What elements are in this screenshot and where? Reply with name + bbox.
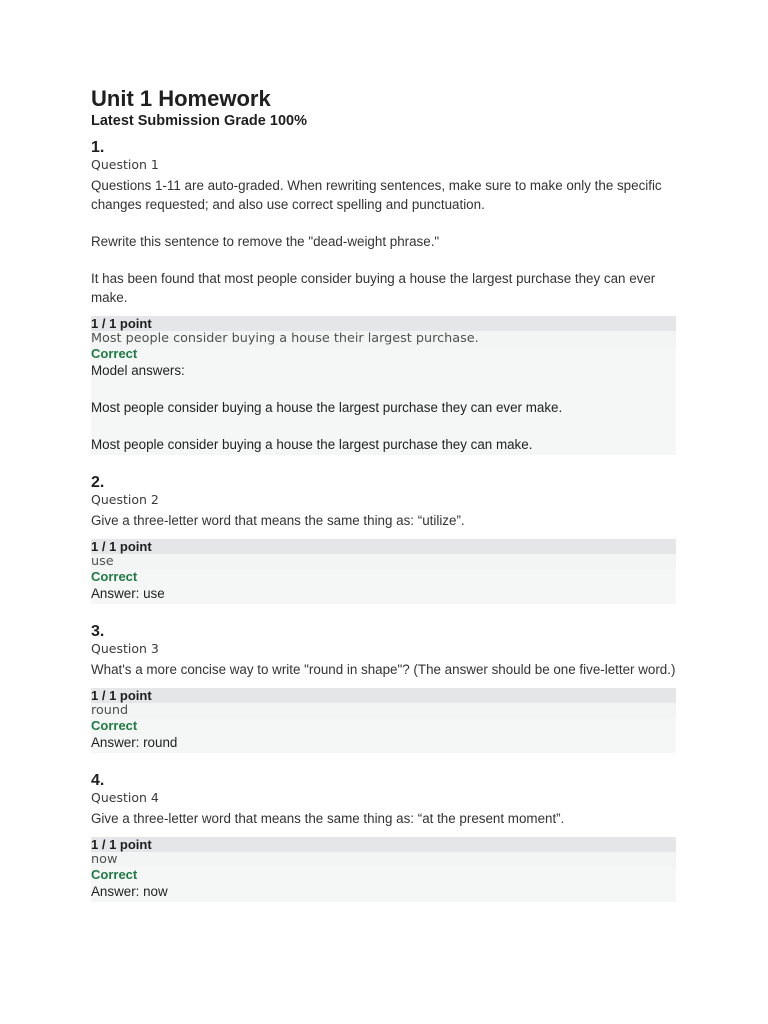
question-number: 3.	[91, 623, 105, 640]
points-score: 1 / 1 point	[91, 539, 676, 554]
answer-text: Answer: round	[91, 735, 178, 750]
points-score: 1 / 1 point	[91, 837, 676, 852]
result-panel	[91, 688, 676, 753]
homework-page	[91, 86, 676, 921]
correct-status: Correct	[91, 346, 138, 361]
result-panel	[91, 316, 676, 455]
question-prompt	[91, 176, 676, 307]
question-text: It has been found that most people consider buying a house the largest purchase they can ever make.	[91, 271, 656, 305]
result-panel	[91, 837, 676, 902]
question-block	[91, 772, 676, 902]
question-text: Give a three-letter word that means the same thing as: “at the present moment”.	[91, 811, 565, 826]
question-text: Give a three-letter word that means the same thing as: “utilize”.	[91, 513, 465, 528]
question-label: Question 2	[91, 492, 159, 507]
answer-text: Answer: now	[91, 884, 168, 899]
page-title: Unit 1 Homework	[91, 86, 271, 111]
points-score: 1 / 1 point	[91, 316, 676, 331]
question-block	[91, 139, 676, 455]
correct-status: Correct	[91, 718, 138, 733]
answer-text: Answer: use	[91, 586, 165, 601]
question-prompt	[91, 809, 676, 828]
submission-grade: Latest Submission Grade 100%	[91, 113, 307, 129]
question-number: 2.	[91, 474, 105, 491]
result-panel	[91, 539, 676, 604]
submitted-response: use	[91, 554, 676, 569]
correct-status: Correct	[91, 867, 138, 882]
question-block	[91, 623, 676, 753]
answer-text: Model answers:	[91, 363, 185, 378]
question-text: Rewrite this sentence to remove the "dead-weight phrase."	[91, 234, 440, 249]
answer-text: Most people consider buying a house the largest purchase they can ever make.	[91, 400, 563, 415]
question-label: Question 1	[91, 157, 159, 172]
answer-text: Most people consider buying a house the largest purchase they can make.	[91, 437, 533, 452]
question-text: Questions 1-11 are auto-graded. When rewriting sentences, make sure to make only the specific changes requested; and also use correct spelling and punctuation.	[91, 178, 662, 212]
question-number: 1.	[91, 139, 105, 156]
submitted-response: Most people consider buying a house their largest purchase.	[91, 331, 676, 346]
question-label: Question 4	[91, 790, 159, 805]
submitted-response: round	[91, 703, 676, 718]
correct-status: Correct	[91, 569, 138, 584]
question-prompt	[91, 511, 676, 530]
submitted-response: now	[91, 852, 676, 867]
question-text: What's a more concise way to write "round in shape"? (The answer should be one five-letter word.)	[91, 662, 676, 677]
question-number: 4.	[91, 772, 105, 789]
question-block	[91, 474, 676, 604]
question-label: Question 3	[91, 641, 159, 656]
points-score: 1 / 1 point	[91, 688, 676, 703]
question-prompt	[91, 660, 676, 679]
